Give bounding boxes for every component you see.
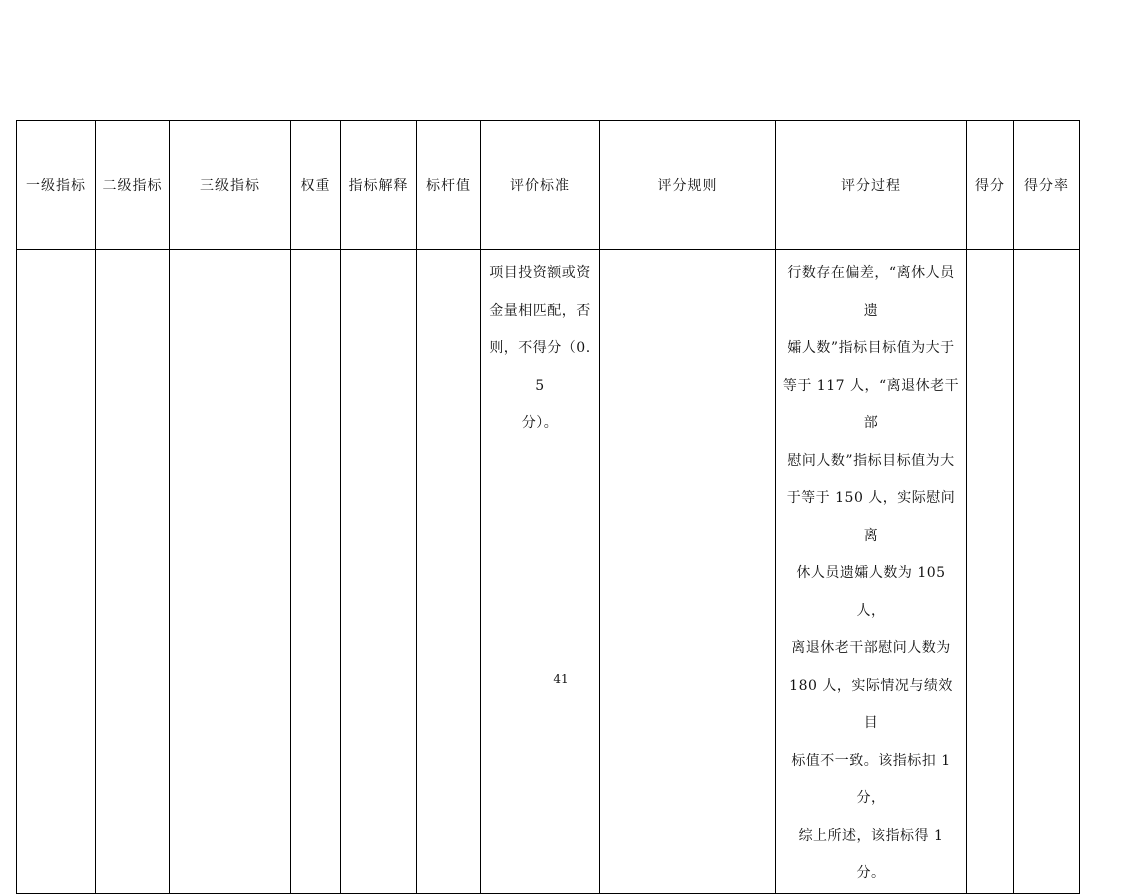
criteria-line: 则，不得分（0.5 bbox=[489, 340, 591, 394]
header-criteria: 评价标准 bbox=[481, 121, 600, 250]
cell-criteria bbox=[481, 250, 600, 894]
cell-rule bbox=[600, 250, 776, 894]
criteria-line: 项目投资额或资 bbox=[489, 265, 591, 281]
header-level3: 三级指标 bbox=[170, 121, 291, 250]
header-level2: 二级指标 bbox=[96, 121, 170, 250]
header-score-rate: 得分率 bbox=[1014, 121, 1080, 250]
cell-level3 bbox=[170, 250, 291, 894]
process-line: 180 人，实际情况与绩效目 bbox=[789, 677, 953, 731]
header-explanation: 指标解释 bbox=[341, 121, 417, 250]
process-line: 休人员遗孀人数为 105 人， bbox=[796, 565, 946, 619]
cell-level1 bbox=[17, 250, 96, 894]
cell-benchmark bbox=[417, 250, 481, 894]
process-line: 等于 117 人，“离退休老干部 bbox=[782, 377, 960, 431]
process-line: 综上所述，该指标得 1 分。 bbox=[798, 827, 944, 881]
cell-explanation bbox=[341, 250, 417, 894]
cell-process bbox=[776, 250, 967, 894]
table-row bbox=[17, 250, 1080, 894]
process-line: 于等于 150 人，实际慰问离 bbox=[786, 490, 956, 544]
cell-score bbox=[967, 250, 1014, 894]
cell-level2 bbox=[96, 250, 170, 894]
criteria-line: 分）。 bbox=[521, 415, 559, 431]
evaluation-table bbox=[16, 120, 1080, 894]
process-line: 行数存在偏差，“离休人员遗 bbox=[787, 265, 955, 319]
header-benchmark: 标杆值 bbox=[417, 121, 481, 250]
criteria-line: 金量相匹配，否 bbox=[489, 302, 591, 319]
process-line: 标值不一致。该指标扣 1 分， bbox=[791, 752, 951, 806]
header-rule: 评分规则 bbox=[600, 121, 776, 250]
table-header-row bbox=[17, 121, 1080, 250]
evaluation-table-wrapper bbox=[16, 120, 1080, 894]
page-number: 41 bbox=[553, 672, 569, 686]
process-line: 慰问人数”指标目标值为大 bbox=[787, 452, 955, 469]
header-score: 得分 bbox=[967, 121, 1014, 250]
process-line: 离退休老干部慰问人数为 bbox=[791, 640, 951, 656]
header-weight: 权重 bbox=[291, 121, 341, 250]
cell-score-rate bbox=[1014, 250, 1080, 894]
header-level1: 一级指标 bbox=[17, 121, 96, 250]
header-process: 评分过程 bbox=[776, 121, 967, 250]
process-line: 孀人数”指标目标值为大于 bbox=[787, 340, 955, 356]
cell-weight bbox=[291, 250, 341, 894]
